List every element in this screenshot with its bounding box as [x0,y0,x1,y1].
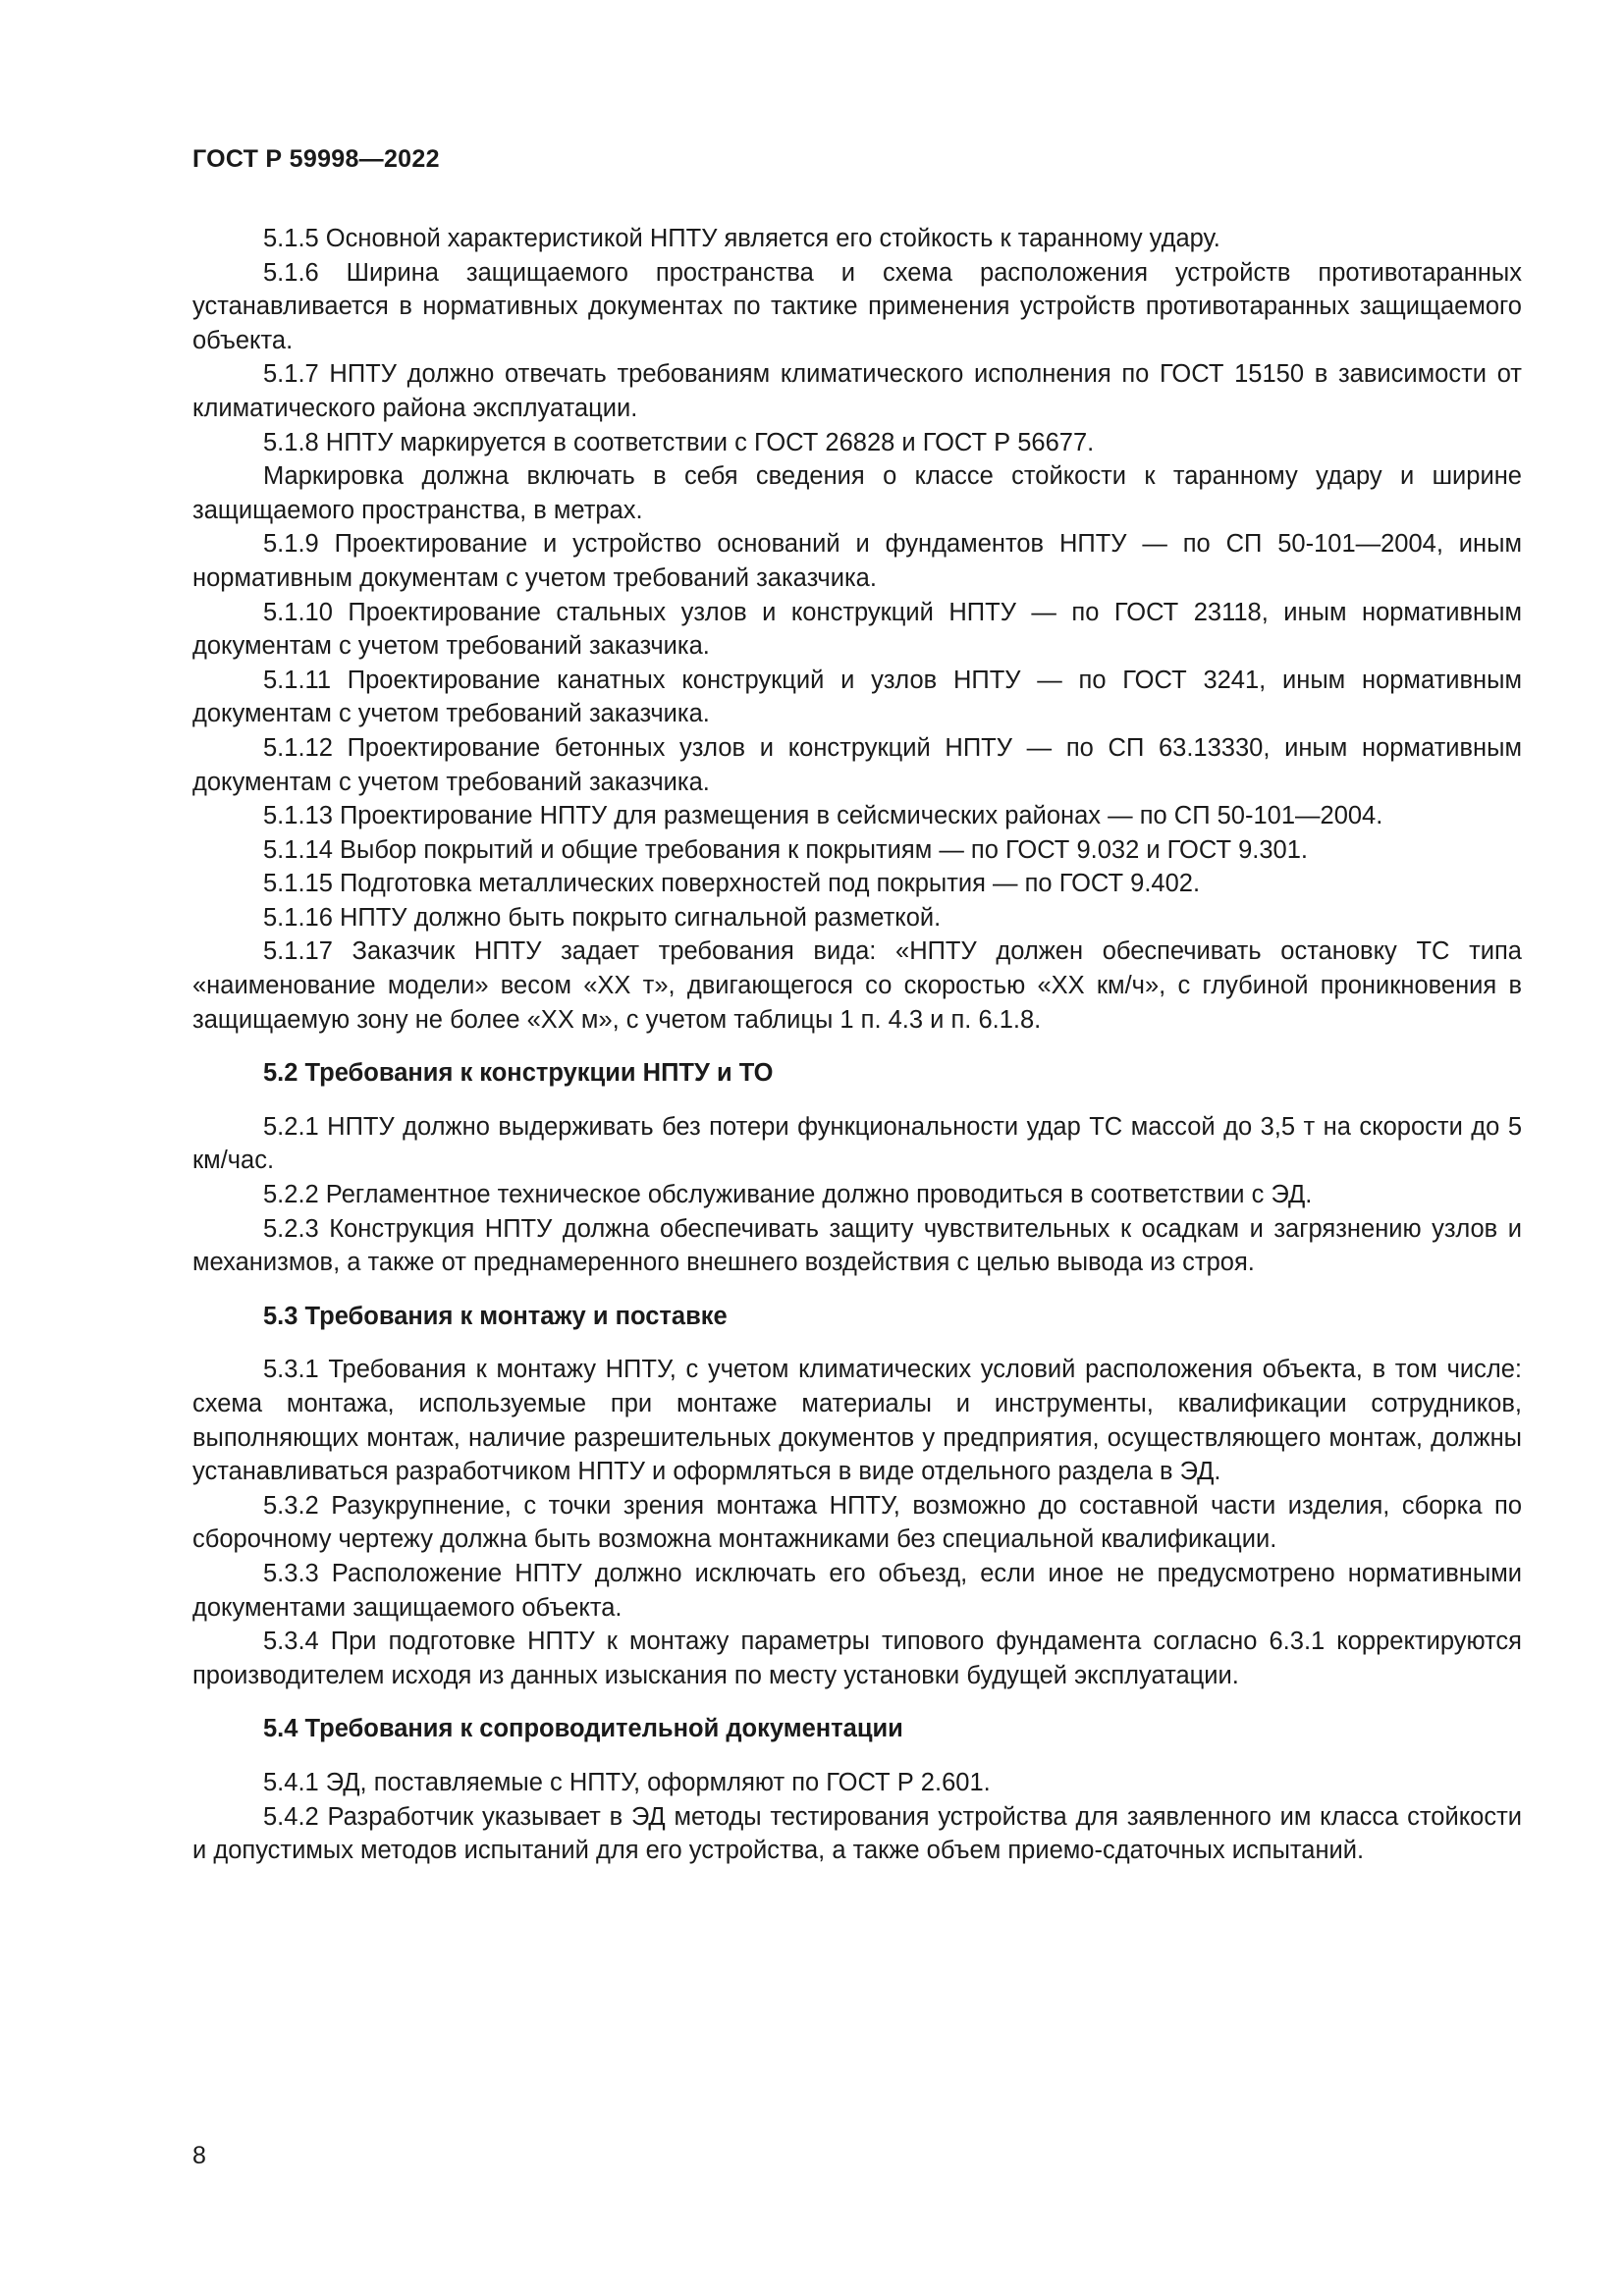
document-header: ГОСТ Р 59998—2022 [192,145,440,173]
paragraph: 5.1.12 Проектирование бетонных узлов и конструкций НПТУ — по СП 63.13330, иным нормативным документам с учетом требований заказчика. [192,733,1522,796]
paragraph: 5.1.5 Основной характеристикой НПТУ является его стойкость к таранному удару. [263,225,1220,252]
paragraph: 5.1.13 Проектирование НПТУ для размещения в сейсмических районах — по СП 50-101—2004. [263,802,1383,830]
paragraph: Маркировка должна включать в себя сведения о классе стойкости к таранному удару и ширине защищаемого пространства, в метрах. [192,462,1522,524]
paragraph: 5.1.9 Проектирование и устройство оснований и фундаментов НПТУ — по СП 50-101—2004, иным нормативным документам с учетом требований заказчика. [192,530,1522,592]
paragraph: 5.3.2 Разукрупнение, с точки зрения монтажа НПТУ, возможно до составной части изделия, сборка по сборочному чертежу должна быть возможна монтажниками без специальной квалификации. [192,1491,1522,1554]
paragraph: 5.1.7 НПТУ должно отвечать требованиям климатического исполнения по ГОСТ 15150 в зависимости от климатического района эксплуатации. [192,360,1522,422]
paragraph: 5.3.1 Требования к монтажу НПТУ, с учетом климатических условий расположения объекта, в том числе: схема монтажа, используемые при монтаже материалы и инструменты, квалификации сотрудников, выполняющих монтаж, наличие разрешительных документов у предприятия, осуществляющего монтаж, должны устанавливаться разработчиком НПТУ и оформляться в виде отдельного раздела в ЭД. [192,1356,1522,1486]
paragraph: 5.4.1 ЭД, поставляемые с НПТУ, оформляют по ГОСТ Р 2.601. [263,1768,991,1796]
paragraph: 5.1.11 Проектирование канатных конструкций и узлов НПТУ — по ГОСТ 3241, иным нормативным документам с учетом требований заказчика. [192,666,1522,728]
paragraph: 5.2.1 НПТУ должно выдерживать без потери функциональности удар ТС массой до 3,5 т на скорости до 5 км/час. [192,1112,1522,1175]
paragraph: 5.1.14 Выбор покрытий и общие требования к покрытиям — по ГОСТ 9.032 и ГОСТ 9.301. [263,835,1309,864]
paragraph: 5.1.8 НПТУ маркируется в соответствии с ГОСТ 26828 и ГОСТ Р 56677. [263,428,1095,456]
paragraph: 5.4.2 Разработчик указывает в ЭД методы тестирования устройства для заявленного им класса стойкости и допустимых методов испытаний для его устройства, а также объем приемо-сдаточных испытаний. [192,1802,1522,1865]
paragraph: 5.3.4 При подготовке НПТУ к монтажу параметры типового фундамента согласно 6.3.1 корректируются производителем исходя из данных изыскания по месту установки будущей эксплуатации. [192,1628,1522,1689]
paragraph: 5.1.6 Ширина защищаемого пространства и схема расположения устройств противотаранных устанавливается в нормативных документах по тактике применения устройств противотаранных защищаемого объекта. [192,258,1522,354]
paragraph: 5.3.3 Расположение НПТУ должно исключать его объезд, если иное не предусмотрено нормативными документами защищаемого объекта. [192,1559,1522,1622]
page-number: 8 [192,2142,206,2169]
paragraph: 5.1.17 Заказчик НПТУ задает требования вида: «НПТУ должен обеспечивать остановку ТС типа «наименование модели» весом «XX т», двигающегося со скоростью «XX км/ч», с глубиной проникновения в защищаемую зону не более «XX м», с учетом таблицы 1 п. 4.3 и п. 6.1.8. [192,937,1522,1034]
section-heading: 5.3 Требования к монтажу и поставке [263,1302,728,1330]
paragraph: 5.2.2 Регламентное техническое обслуживание должно проводиться в соответствии с ЭД. [263,1181,1313,1209]
section-heading: 5.2 Требования к конструкции НПТУ и ТО [263,1059,774,1088]
paragraph: 5.1.16 НПТУ должно быть покрыто сигнальной разметкой. [263,903,942,932]
paragraph: 5.1.10 Проектирование стальных узлов и конструкций НПТУ — по ГОСТ 23118, иным нормативным документам с учетом требований заказчика. [192,598,1522,661]
section-heading: 5.4 Требования к сопроводительной документации [263,1715,903,1743]
document-body [192,222,1522,1868]
paragraph: 5.2.3 Конструкция НПТУ должна обеспечивать защиту чувствительных к осадкам и загрязнению узлов и механизмов, а также от преднамеренного внешнего воздействия с целью вывода из строя. [192,1214,1522,1277]
paragraph: 5.1.15 Подготовка металлических поверхностей под покрытия — по ГОСТ 9.402. [263,870,1201,898]
